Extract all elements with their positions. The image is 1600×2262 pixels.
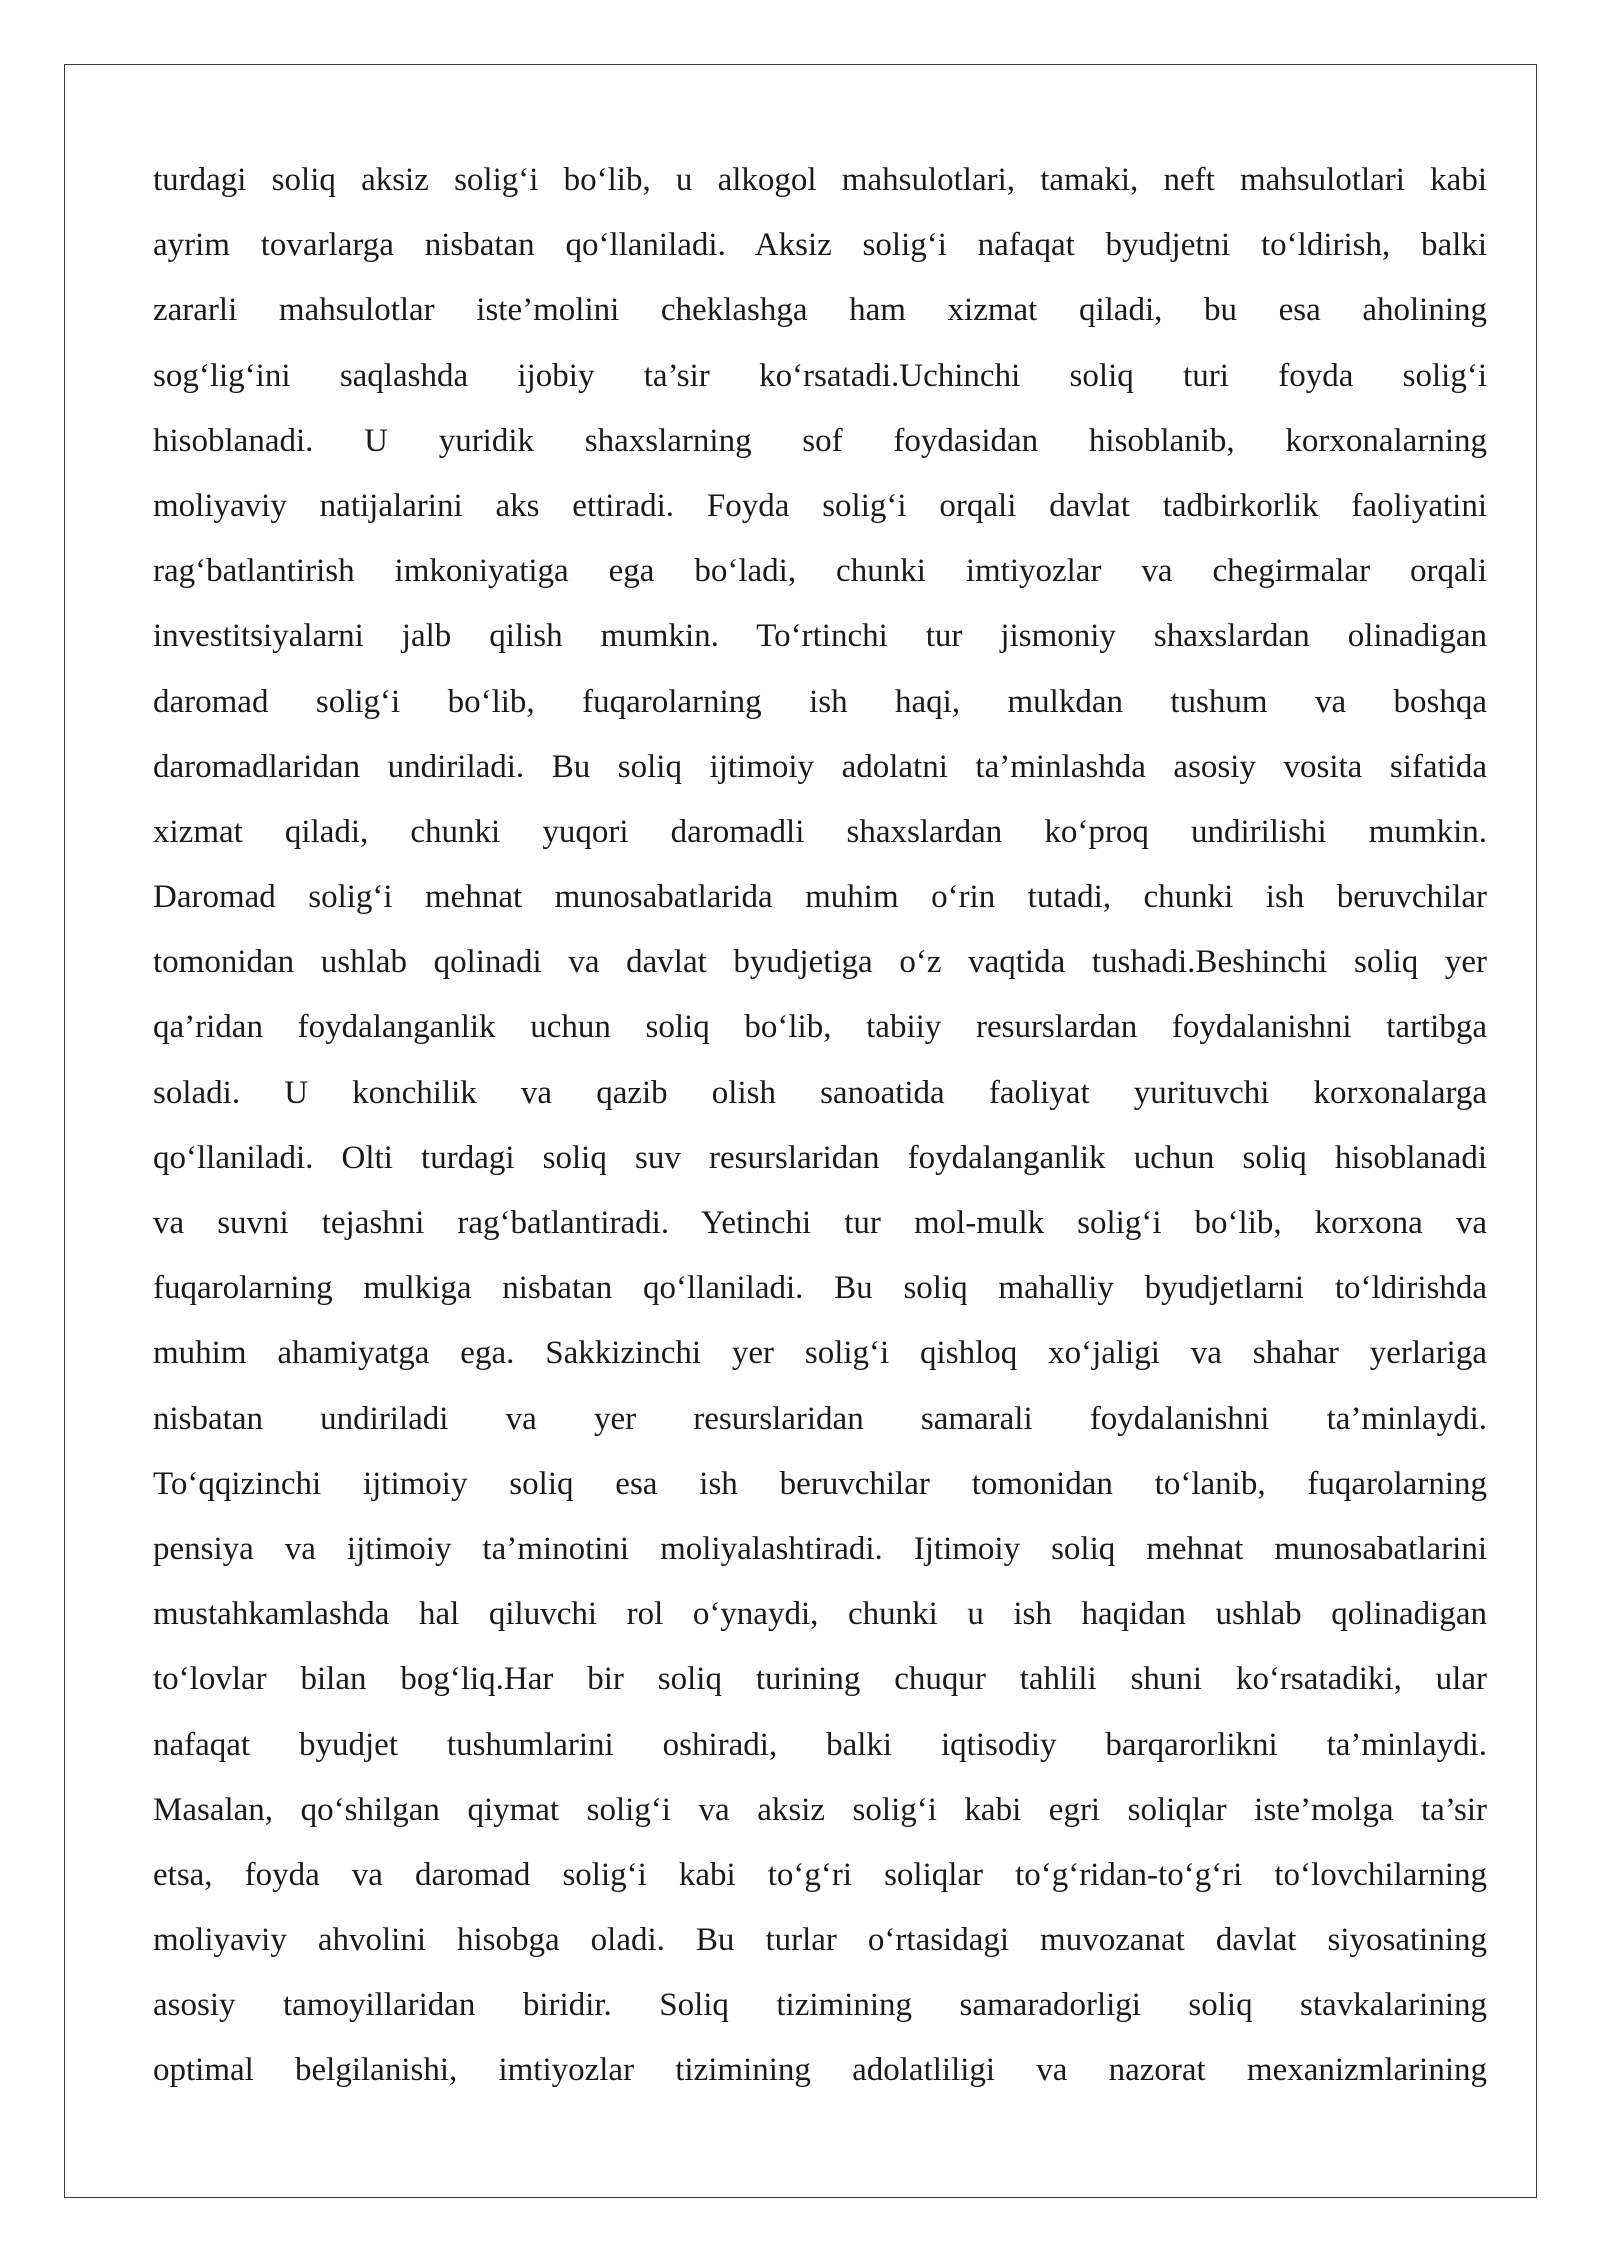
- text-line: muhim ahamiyatga ega. Sakkizinchi yer solig‘i qishloq xo‘jaligi va shahar yerlariga: [153, 1335, 1487, 1372]
- text-line: to‘lovlar bilan bog‘liq.Har bir soliq turining chuqur tahlili shuni ko‘rsatadiki, ular: [153, 1661, 1487, 1698]
- text-line: Masalan, qo‘shilgan qiymat solig‘i va aksiz solig‘i kabi egri soliqlar iste’molga ta’sir: [153, 1791, 1487, 1828]
- text-line: investitsiyalarni jalb qilish mumkin. To‘rtinchi tur jismoniy shaxslardan olinadigan: [153, 618, 1487, 655]
- text-line: hisoblanadi. U yuridik shaxslarning sof foydasidan hisoblanib, korxonalarning: [153, 422, 1487, 459]
- text-line: etsa, foyda va daromad solig‘i kabi to‘g‘ri soliqlar to‘g‘ridan-to‘g‘ri to‘lovchilarning: [153, 1856, 1487, 1893]
- text-line: sog‘lig‘ini saqlashda ijobiy ta’sir ko‘rsatadi.Uchinchi soliq turi foyda solig‘i: [153, 357, 1487, 394]
- text-line: moliyaviy natijalarini aks ettiradi. Foyda solig‘i orqali davlat tadbirkorlik faoliyatini: [153, 487, 1487, 524]
- text-line: nisbatan undiriladi va yer resurslaridan samarali foydalanishni ta’minlaydi.: [153, 1400, 1487, 1437]
- text-line: soladi. U konchilik va qazib olish sanoatida faoliyat yurituvchi korxonalarga: [153, 1074, 1487, 1111]
- text-line: daromad solig‘i bo‘lib, fuqarolarning ish haqi, mulkdan tushum va boshqa: [153, 683, 1487, 720]
- text-line: Daromad solig‘i mehnat munosabatlarida muhim o‘rin tutadi, chunki ish beruvchilar: [153, 879, 1487, 916]
- text-line: turdagi soliq aksiz solig‘i bo‘lib, u alkogol mahsulotlari, tamaki, neft mahsulotlari kabi: [153, 162, 1487, 198]
- text-line: pensiya va ijtimoiy ta’minotini moliyalashtiradi. Ijtimoiy soliq mehnat munosabatlarini: [153, 1530, 1487, 1567]
- text-line: zararli mahsulotlar iste’molini cheklashga ham xizmat qiladi, bu esa aholining: [153, 292, 1487, 329]
- text-line: moliyaviy ahvolini hisobga oladi. Bu turlar o‘rtasidagi muvozanat davlat siyosatining: [153, 1922, 1487, 1959]
- text-line: rag‘batlantirish imkoniyatiga ega bo‘ladi, chunki imtiyozlar va chegirmalar orqali: [153, 553, 1487, 590]
- text-line: nafaqat byudjet tushumlarini oshiradi, balki iqtisodiy barqarorlikni ta’minlaydi.: [153, 1726, 1487, 1763]
- text-line: To‘qqizinchi ijtimoiy soliq esa ish beruvchilar tomonidan to‘lanib, fuqarolarning: [153, 1465, 1487, 1502]
- text-line: xizmat qiladi, chunki yuqori daromadli shaxslardan ko‘proq undirilishi mumkin.: [153, 813, 1487, 850]
- text-line: optimal belgilanishi, imtiyozlar tizimining adolatliligi va nazorat mexanizmlarining: [153, 2052, 1487, 2089]
- text-line: mustahkamlashda hal qiluvchi rol o‘ynaydi, chunki u ish haqidan ushlab qolinadigan: [153, 1596, 1487, 1633]
- text-line: fuqarolarning mulkiga nisbatan qo‘llaniladi. Bu soliq mahalliy byudjetlarni to‘ldirishda: [153, 1270, 1487, 1307]
- text-line: ayrim tovarlarga nisbatan qo‘llaniladi. Aksiz solig‘i nafaqat byudjetni to‘ldirish, balki: [153, 227, 1487, 264]
- text-line: asosiy tamoyillaridan biridir. Soliq tizimining samaradorligi soliq stavkalarining: [153, 1987, 1487, 2024]
- text-line: va suvni tejashni rag‘batlantiradi. Yetinchi tur mol-mulk solig‘i bo‘lib, korxona va: [153, 1205, 1487, 1241]
- body-text: [153, 148, 1487, 2104]
- text-line: qa’ridan foydalanganlik uchun soliq bo‘lib, tabiiy resurslardan foydalanishni tartibga: [153, 1009, 1487, 1046]
- text-line: tomonidan ushlab qolinadi va davlat byudjetiga o‘z vaqtida tushadi.Beshinchi soliq yer: [153, 944, 1487, 981]
- text-line: daromadlaridan undiriladi. Bu soliq ijtimoiy adolatni ta’minlashda asosiy vosita sifatida: [153, 748, 1487, 785]
- text-line: qo‘llaniladi. Olti turdagi soliq suv resurslaridan foydalanganlik uchun soliq hisoblanadi: [153, 1139, 1487, 1176]
